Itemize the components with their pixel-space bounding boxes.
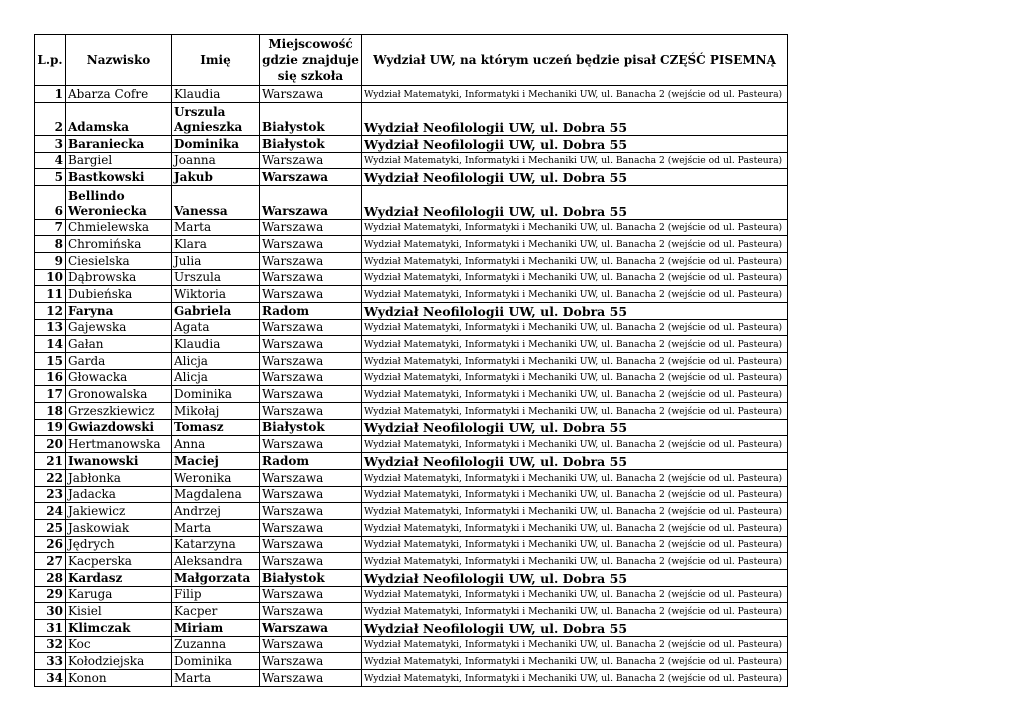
table-row <box>35 586 788 603</box>
table-row <box>35 86 788 103</box>
cell-city: Warszawa <box>260 353 362 370</box>
cell-lp: 6 <box>35 186 66 219</box>
cell-lp: 24 <box>35 503 66 520</box>
cell-city: Białystok <box>260 419 362 436</box>
table-row <box>35 419 788 436</box>
table-row <box>35 286 788 303</box>
cell-lp: 33 <box>35 653 66 670</box>
cell-faculty: Wydział Matematyki, Informatyki i Mechaniki UW, ul. Banacha 2 (wejście od ul. Pasteura) <box>362 519 788 536</box>
table-row <box>35 670 788 687</box>
table-row <box>35 219 788 236</box>
cell-faculty: Wydział Matematyki, Informatyki i Mechaniki UW, ul. Banacha 2 (wejście od ul. Pasteura) <box>362 553 788 570</box>
table-row <box>35 486 788 503</box>
cell-faculty: Wydział Neofilologii UW, ul. Dobra 55 <box>362 169 788 186</box>
cell-surname: Bastkowski <box>66 169 172 186</box>
cell-name: Klara <box>172 236 260 253</box>
cell-city: Warszawa <box>260 503 362 520</box>
cell-faculty: Wydział Neofilologii UW, ul. Dobra 55 <box>362 620 788 637</box>
cell-surname: Dąbrowska <box>66 269 172 286</box>
cell-name: Urszula <box>172 269 260 286</box>
cell-surname: Chmielewska <box>66 219 172 236</box>
cell-name: Julia <box>172 252 260 269</box>
table-row <box>35 336 788 353</box>
header-surname: Nazwisko <box>66 35 172 86</box>
table-row <box>35 436 788 453</box>
cell-lp: 14 <box>35 336 66 353</box>
cell-faculty: Wydział Matematyki, Informatyki i Mechaniki UW, ul. Banacha 2 (wejście od ul. Pasteura) <box>362 269 788 286</box>
table-row <box>35 519 788 536</box>
cell-lp: 23 <box>35 486 66 503</box>
cell-city: Warszawa <box>260 186 362 219</box>
cell-surname: Głowacka <box>66 369 172 386</box>
cell-city: Warszawa <box>260 670 362 687</box>
cell-lp: 13 <box>35 319 66 336</box>
cell-city: Warszawa <box>260 436 362 453</box>
cell-surname: Konon <box>66 670 172 687</box>
cell-name: Marta <box>172 670 260 687</box>
cell-faculty: Wydział Matematyki, Informatyki i Mechaniki UW, ul. Banacha 2 (wejście od ul. Pasteura) <box>362 252 788 269</box>
cell-surname: Jędrych <box>66 536 172 553</box>
table-row <box>35 186 788 219</box>
table-row <box>35 269 788 286</box>
cell-faculty: Wydział Matematyki, Informatyki i Mechaniki UW, ul. Banacha 2 (wejście od ul. Pasteura) <box>362 336 788 353</box>
cell-city: Warszawa <box>260 252 362 269</box>
cell-city: Warszawa <box>260 653 362 670</box>
cell-name: Aleksandra <box>172 553 260 570</box>
cell-city: Warszawa <box>260 319 362 336</box>
cell-surname: Klimczak <box>66 620 172 637</box>
cell-faculty: Wydział Matematyki, Informatyki i Mechaniki UW, ul. Banacha 2 (wejście od ul. Pasteura) <box>362 586 788 603</box>
cell-name: Marta <box>172 519 260 536</box>
cell-city: Warszawa <box>260 236 362 253</box>
cell-faculty: Wydział Matematyki, Informatyki i Mechaniki UW, ul. Banacha 2 (wejście od ul. Pasteura) <box>362 319 788 336</box>
cell-lp: 29 <box>35 586 66 603</box>
cell-name: Marta <box>172 219 260 236</box>
cell-lp: 12 <box>35 302 66 319</box>
cell-faculty: Wydział Neofilologii UW, ul. Dobra 55 <box>362 453 788 470</box>
table-row <box>35 536 788 553</box>
cell-lp: 9 <box>35 252 66 269</box>
table-row <box>35 386 788 403</box>
cell-surname: Gronowalska <box>66 386 172 403</box>
cell-faculty: Wydział Matematyki, Informatyki i Mechaniki UW, ul. Banacha 2 (wejście od ul. Pasteura) <box>362 353 788 370</box>
cell-faculty: Wydział Matematyki, Informatyki i Mechaniki UW, ul. Banacha 2 (wejście od ul. Pasteura) <box>362 386 788 403</box>
cell-lp: 22 <box>35 469 66 486</box>
cell-faculty: Wydział Neofilologii UW, ul. Dobra 55 <box>362 186 788 219</box>
cell-faculty: Wydział Matematyki, Informatyki i Mechaniki UW, ul. Banacha 2 (wejście od ul. Pasteura) <box>362 219 788 236</box>
cell-name: Vanessa <box>172 186 260 219</box>
cell-lp: 1 <box>35 86 66 103</box>
header-faculty: Wydział UW, na którym uczeń będzie pisał CZĘŚĆ PISEMNĄ <box>362 35 788 86</box>
cell-city: Warszawa <box>260 152 362 169</box>
cell-city: Warszawa <box>260 636 362 653</box>
cell-surname: Dubieńska <box>66 286 172 303</box>
cell-name: Urszula Agnieszka <box>172 102 260 135</box>
header-name: Imię <box>172 35 260 86</box>
cell-name: Magdalena <box>172 486 260 503</box>
cell-faculty: Wydział Neofilologii UW, ul. Dobra 55 <box>362 419 788 436</box>
cell-name: Wiktoria <box>172 286 260 303</box>
cell-name: Tomasz <box>172 419 260 436</box>
header-row <box>35 35 788 86</box>
table-row <box>35 403 788 420</box>
cell-surname: Ciesielska <box>66 252 172 269</box>
cell-city: Warszawa <box>260 269 362 286</box>
cell-name: Joanna <box>172 152 260 169</box>
cell-city: Warszawa <box>260 553 362 570</box>
cell-faculty: Wydział Neofilologii UW, ul. Dobra 55 <box>362 136 788 153</box>
cell-surname: Hertmanowska <box>66 436 172 453</box>
student-assignment-table <box>34 34 788 687</box>
table-row <box>35 369 788 386</box>
cell-faculty: Wydział Matematyki, Informatyki i Mechaniki UW, ul. Banacha 2 (wejście od ul. Pasteura) <box>362 603 788 620</box>
cell-city: Warszawa <box>260 386 362 403</box>
cell-lp: 34 <box>35 670 66 687</box>
cell-lp: 32 <box>35 636 66 653</box>
cell-surname: Kardasz <box>66 569 172 586</box>
cell-name: Małgorzata <box>172 569 260 586</box>
cell-faculty: Wydział Neofilologii UW, ul. Dobra 55 <box>362 302 788 319</box>
cell-name: Jakub <box>172 169 260 186</box>
table-row <box>35 353 788 370</box>
cell-city: Warszawa <box>260 403 362 420</box>
table-row <box>35 620 788 637</box>
cell-surname: Jaskowiak <box>66 519 172 536</box>
cell-surname: Bargiel <box>66 152 172 169</box>
cell-city: Warszawa <box>260 620 362 637</box>
cell-faculty: Wydział Matematyki, Informatyki i Mechaniki UW, ul. Banacha 2 (wejście od ul. Pasteura) <box>362 653 788 670</box>
table-row <box>35 469 788 486</box>
cell-name: Weronika <box>172 469 260 486</box>
table-row <box>35 152 788 169</box>
cell-lp: 3 <box>35 136 66 153</box>
cell-surname: Kacperska <box>66 553 172 570</box>
cell-city: Warszawa <box>260 536 362 553</box>
cell-faculty: Wydział Matematyki, Informatyki i Mechaniki UW, ul. Banacha 2 (wejście od ul. Pasteura) <box>362 486 788 503</box>
cell-surname: Karuga <box>66 586 172 603</box>
cell-lp: 20 <box>35 436 66 453</box>
cell-name: Andrzej <box>172 503 260 520</box>
cell-name: Alicja <box>172 369 260 386</box>
cell-surname: Kołodziejska <box>66 653 172 670</box>
cell-surname: Jadacka <box>66 486 172 503</box>
cell-surname: Baraniecka <box>66 136 172 153</box>
cell-surname: Abarza Cofre <box>66 86 172 103</box>
cell-faculty: Wydział Neofilologii UW, ul. Dobra 55 <box>362 102 788 135</box>
header-city: Miejscowość gdzie znajduje się szkoła <box>260 35 362 86</box>
cell-city: Warszawa <box>260 469 362 486</box>
cell-name: Maciej <box>172 453 260 470</box>
cell-faculty: Wydział Neofilologii UW, ul. Dobra 55 <box>362 569 788 586</box>
cell-faculty: Wydział Matematyki, Informatyki i Mechaniki UW, ul. Banacha 2 (wejście od ul. Pasteura) <box>362 536 788 553</box>
cell-lp: 31 <box>35 620 66 637</box>
table-row <box>35 453 788 470</box>
cell-surname: Faryna <box>66 302 172 319</box>
cell-faculty: Wydział Matematyki, Informatyki i Mechaniki UW, ul. Banacha 2 (wejście od ul. Pasteura) <box>362 403 788 420</box>
cell-surname: Garda <box>66 353 172 370</box>
cell-name: Miriam <box>172 620 260 637</box>
table-row <box>35 302 788 319</box>
header-lp: L.p. <box>35 35 66 86</box>
cell-faculty: Wydział Matematyki, Informatyki i Mechaniki UW, ul. Banacha 2 (wejście od ul. Pasteura) <box>362 286 788 303</box>
cell-city: Warszawa <box>260 86 362 103</box>
cell-city: Warszawa <box>260 369 362 386</box>
cell-faculty: Wydział Matematyki, Informatyki i Mechaniki UW, ul. Banacha 2 (wejście od ul. Pasteura) <box>362 86 788 103</box>
cell-city: Warszawa <box>260 169 362 186</box>
cell-name: Filip <box>172 586 260 603</box>
cell-faculty: Wydział Matematyki, Informatyki i Mechaniki UW, ul. Banacha 2 (wejście od ul. Pasteura) <box>362 236 788 253</box>
cell-lp: 7 <box>35 219 66 236</box>
cell-name: Kacper <box>172 603 260 620</box>
cell-lp: 17 <box>35 386 66 403</box>
cell-city: Białystok <box>260 136 362 153</box>
cell-surname: Iwanowski <box>66 453 172 470</box>
table-row <box>35 252 788 269</box>
table-row <box>35 136 788 153</box>
cell-faculty: Wydział Matematyki, Informatyki i Mechaniki UW, ul. Banacha 2 (wejście od ul. Pasteura) <box>362 636 788 653</box>
cell-name: Zuzanna <box>172 636 260 653</box>
cell-name: Dominika <box>172 136 260 153</box>
cell-lp: 11 <box>35 286 66 303</box>
cell-lp: 21 <box>35 453 66 470</box>
cell-surname: Jabłonka <box>66 469 172 486</box>
cell-lp: 25 <box>35 519 66 536</box>
cell-surname: Adamska <box>66 102 172 135</box>
table-row <box>35 503 788 520</box>
cell-name: Katarzyna <box>172 536 260 553</box>
cell-surname: Bellindo Weroniecka <box>66 186 172 219</box>
cell-surname: Grzeszkiewicz <box>66 403 172 420</box>
cell-name: Klaudia <box>172 336 260 353</box>
cell-lp: 10 <box>35 269 66 286</box>
cell-faculty: Wydział Matematyki, Informatyki i Mechaniki UW, ul. Banacha 2 (wejście od ul. Pasteura) <box>362 670 788 687</box>
cell-city: Białystok <box>260 102 362 135</box>
cell-city: Białystok <box>260 569 362 586</box>
table-row <box>35 553 788 570</box>
cell-name: Gabriela <box>172 302 260 319</box>
cell-lp: 15 <box>35 353 66 370</box>
cell-name: Alicja <box>172 353 260 370</box>
cell-lp: 4 <box>35 152 66 169</box>
cell-lp: 5 <box>35 169 66 186</box>
cell-city: Warszawa <box>260 336 362 353</box>
cell-surname: Gałan <box>66 336 172 353</box>
table-row <box>35 102 788 135</box>
cell-lp: 26 <box>35 536 66 553</box>
cell-lp: 8 <box>35 236 66 253</box>
table-row <box>35 603 788 620</box>
cell-surname: Kisiel <box>66 603 172 620</box>
cell-name: Klaudia <box>172 86 260 103</box>
cell-lp: 16 <box>35 369 66 386</box>
cell-faculty: Wydział Matematyki, Informatyki i Mechaniki UW, ul. Banacha 2 (wejście od ul. Pasteura) <box>362 436 788 453</box>
table-row <box>35 236 788 253</box>
table-row <box>35 636 788 653</box>
table-row <box>35 319 788 336</box>
cell-name: Anna <box>172 436 260 453</box>
cell-city: Radom <box>260 453 362 470</box>
cell-faculty: Wydział Matematyki, Informatyki i Mechaniki UW, ul. Banacha 2 (wejście od ul. Pasteura) <box>362 503 788 520</box>
cell-city: Radom <box>260 302 362 319</box>
cell-name: Dominika <box>172 386 260 403</box>
cell-lp: 2 <box>35 102 66 135</box>
cell-city: Warszawa <box>260 286 362 303</box>
table-row <box>35 569 788 586</box>
table-row <box>35 169 788 186</box>
cell-lp: 18 <box>35 403 66 420</box>
cell-lp: 30 <box>35 603 66 620</box>
cell-surname: Koc <box>66 636 172 653</box>
cell-name: Dominika <box>172 653 260 670</box>
cell-city: Warszawa <box>260 603 362 620</box>
cell-city: Warszawa <box>260 586 362 603</box>
cell-name: Agata <box>172 319 260 336</box>
table-body <box>35 86 788 687</box>
table-row <box>35 653 788 670</box>
cell-surname: Jakiewicz <box>66 503 172 520</box>
cell-lp: 28 <box>35 569 66 586</box>
cell-lp: 19 <box>35 419 66 436</box>
cell-city: Warszawa <box>260 519 362 536</box>
cell-faculty: Wydział Matematyki, Informatyki i Mechaniki UW, ul. Banacha 2 (wejście od ul. Pasteura) <box>362 152 788 169</box>
cell-faculty: Wydział Matematyki, Informatyki i Mechaniki UW, ul. Banacha 2 (wejście od ul. Pasteura) <box>362 469 788 486</box>
cell-surname: Chromińska <box>66 236 172 253</box>
cell-surname: Gwiazdowski <box>66 419 172 436</box>
cell-surname: Gajewska <box>66 319 172 336</box>
cell-name: Mikołaj <box>172 403 260 420</box>
cell-city: Warszawa <box>260 219 362 236</box>
cell-faculty: Wydział Matematyki, Informatyki i Mechaniki UW, ul. Banacha 2 (wejście od ul. Pasteura) <box>362 369 788 386</box>
cell-lp: 27 <box>35 553 66 570</box>
cell-city: Warszawa <box>260 486 362 503</box>
